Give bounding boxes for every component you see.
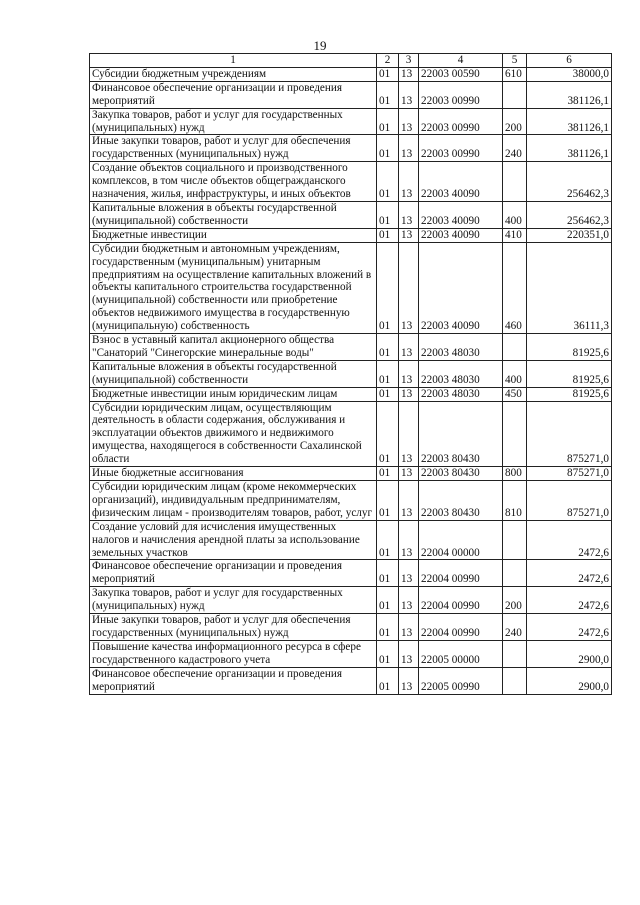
item-name-cell: Субсидии юридическим лицам (кроме некоммерческих организаций), индивидуальным предпринимателям, физическим лицам - производителям товаров, работ, услуг [90,481,377,521]
section-code-cell: 01 [377,614,399,641]
table-row [90,520,612,560]
column-header-1: 1 [90,54,377,68]
column-header-4: 4 [419,54,503,68]
section-code-cell: 01 [377,135,399,162]
subsection-code-cell: 13 [399,520,419,560]
table-row [90,108,612,135]
subsection-code-cell: 13 [399,242,419,333]
expense-type-cell [503,81,527,108]
item-name-cell: Субсидии юридическим лицам, осуществляющим деятельность в области содержания, обслуживания и эксплуатации объектов движимого и недвижимого имущества, находящегося в собственности Сахалинской области [90,401,377,467]
subsection-code-cell: 13 [399,560,419,587]
subsection-code-cell: 13 [399,228,419,242]
table-row [90,560,612,587]
target-article-cell: 22003 00990 [419,135,503,162]
expense-type-cell: 400 [503,360,527,387]
subsection-code-cell: 13 [399,467,419,481]
target-article-cell: 22003 40090 [419,201,503,228]
item-name-cell: Субсидии бюджетным учреждениям [90,67,377,81]
section-code-cell: 01 [377,242,399,333]
column-header-6: 6 [527,54,612,68]
item-name-cell: Иные бюджетные ассигнования [90,467,377,481]
table-row [90,587,612,614]
item-name-cell: Взнос в уставный капитал акционерного общества "Санаторий "Синегорские минеральные воды" [90,334,377,361]
target-article-cell: 22004 00990 [419,587,503,614]
section-code-cell: 01 [377,481,399,521]
table-row [90,401,612,467]
subsection-code-cell: 13 [399,81,419,108]
amount-cell: 36111,3 [527,242,612,333]
target-article-cell: 22004 00000 [419,520,503,560]
expense-type-cell: 450 [503,387,527,401]
subsection-code-cell: 13 [399,334,419,361]
amount-cell: 256462,3 [527,201,612,228]
section-code-cell: 01 [377,401,399,467]
section-code-cell: 01 [377,162,399,202]
amount-cell: 381126,1 [527,108,612,135]
subsection-code-cell: 13 [399,108,419,135]
table-row [90,81,612,108]
amount-cell: 81925,6 [527,360,612,387]
table-row [90,201,612,228]
table-header-row [90,54,612,68]
column-header-3: 3 [399,54,419,68]
item-name-cell: Финансовое обеспечение организации и проведения мероприятий [90,81,377,108]
target-article-cell: 22003 48030 [419,360,503,387]
column-header-5: 5 [503,54,527,68]
amount-cell: 256462,3 [527,162,612,202]
expense-type-cell [503,334,527,361]
target-article-cell: 22003 48030 [419,334,503,361]
item-name-cell: Создание объектов социального и производственного комплексов, в том числе объектов общегражданского назначения, жилья, инфраструктуры, и иных объектов [90,162,377,202]
section-code-cell: 01 [377,81,399,108]
table-row [90,387,612,401]
expense-type-cell: 610 [503,67,527,81]
target-article-cell: 22003 00990 [419,108,503,135]
item-name-cell: Субсидии бюджетным и автономным учреждениям, государственным (муниципальным) унитарным предприятиям на осуществление капитальных вложений в объекты капитального строительства государственной (муниципальной) собственности или приобретение объектов недвижимого имущества в государственную (муниципальную) собственность [90,242,377,333]
subsection-code-cell: 13 [399,640,419,667]
table-row [90,614,612,641]
amount-cell: 2472,6 [527,520,612,560]
table-row [90,481,612,521]
amount-cell: 2900,0 [527,640,612,667]
subsection-code-cell: 13 [399,201,419,228]
item-name-cell: Бюджетные инвестиции иным юридическим лицам [90,387,377,401]
expense-type-cell: 200 [503,108,527,135]
table-row [90,67,612,81]
section-code-cell: 01 [377,387,399,401]
expense-type-cell: 800 [503,467,527,481]
expense-type-cell [503,667,527,694]
target-article-cell: 22003 40090 [419,162,503,202]
subsection-code-cell: 13 [399,67,419,81]
expense-type-cell: 810 [503,481,527,521]
item-name-cell: Капитальные вложения в объекты государственной (муниципальной) собственности [90,360,377,387]
amount-cell: 875271,0 [527,401,612,467]
amount-cell: 381126,1 [527,81,612,108]
amount-cell: 2472,6 [527,587,612,614]
amount-cell: 2900,0 [527,667,612,694]
expense-type-cell: 460 [503,242,527,333]
section-code-cell: 01 [377,587,399,614]
subsection-code-cell: 13 [399,667,419,694]
subsection-code-cell: 13 [399,401,419,467]
amount-cell: 220351,0 [527,228,612,242]
section-code-cell: 01 [377,67,399,81]
item-name-cell: Повышение качества информационного ресурса в сфере государственного кадастрового учета [90,640,377,667]
subsection-code-cell: 13 [399,587,419,614]
amount-cell: 2472,6 [527,560,612,587]
target-article-cell: 22003 00990 [419,81,503,108]
target-article-cell: 22004 00990 [419,614,503,641]
section-code-cell: 01 [377,108,399,135]
item-name-cell: Финансовое обеспечение организации и проведения мероприятий [90,560,377,587]
amount-cell: 2472,6 [527,614,612,641]
table-row [90,228,612,242]
target-article-cell: 22005 00000 [419,640,503,667]
item-name-cell: Иные закупки товаров, работ и услуг для обеспечения государственных (муниципальных) нужд [90,135,377,162]
expense-type-cell [503,520,527,560]
budget-table [89,53,612,695]
subsection-code-cell: 13 [399,481,419,521]
section-code-cell: 01 [377,201,399,228]
target-article-cell: 22003 80430 [419,401,503,467]
section-code-cell: 01 [377,360,399,387]
table-row [90,467,612,481]
table-row [90,667,612,694]
amount-cell: 81925,6 [527,387,612,401]
section-code-cell: 01 [377,520,399,560]
column-header-2: 2 [377,54,399,68]
table-row [90,242,612,333]
subsection-code-cell: 13 [399,614,419,641]
subsection-code-cell: 13 [399,360,419,387]
table-row [90,334,612,361]
expense-type-cell: 240 [503,614,527,641]
item-name-cell: Бюджетные инвестиции [90,228,377,242]
expense-type-cell: 410 [503,228,527,242]
target-article-cell: 22003 00590 [419,67,503,81]
table-row [90,640,612,667]
amount-cell: 875271,0 [527,481,612,521]
expense-type-cell [503,640,527,667]
item-name-cell: Иные закупки товаров, работ и услуг для обеспечения государственных (муниципальных) нужд [90,614,377,641]
amount-cell: 381126,1 [527,135,612,162]
item-name-cell: Финансовое обеспечение организации и проведения мероприятий [90,667,377,694]
amount-cell: 875271,0 [527,467,612,481]
item-name-cell: Закупка товаров, работ и услуг для государственных (муниципальных) нужд [90,587,377,614]
page-number: 19 [313,38,327,53]
target-article-cell: 22003 40090 [419,228,503,242]
target-article-cell: 22004 00990 [419,560,503,587]
expense-type-cell: 400 [503,201,527,228]
target-article-cell: 22003 48030 [419,387,503,401]
expense-type-cell: 200 [503,587,527,614]
section-code-cell: 01 [377,560,399,587]
table-row [90,162,612,202]
expense-type-cell [503,401,527,467]
item-name-cell: Создание условий для исчисления имущественных налогов и начисления арендной платы за использование земельных участков [90,520,377,560]
section-code-cell: 01 [377,667,399,694]
amount-cell: 81925,6 [527,334,612,361]
subsection-code-cell: 13 [399,135,419,162]
target-article-cell: 22003 80430 [419,481,503,521]
subsection-code-cell: 13 [399,387,419,401]
expense-type-cell [503,162,527,202]
section-code-cell: 01 [377,228,399,242]
target-article-cell: 22003 80430 [419,467,503,481]
table-body [90,67,612,694]
section-code-cell: 01 [377,640,399,667]
item-name-cell: Капитальные вложения в объекты государственной (муниципальной) собственности [90,201,377,228]
table-row [90,360,612,387]
subsection-code-cell: 13 [399,162,419,202]
section-code-cell: 01 [377,467,399,481]
amount-cell: 38000,0 [527,67,612,81]
target-article-cell: 22005 00990 [419,667,503,694]
expense-type-cell: 240 [503,135,527,162]
item-name-cell: Закупка товаров, работ и услуг для государственных (муниципальных) нужд [90,108,377,135]
expense-type-cell [503,560,527,587]
table-row [90,135,612,162]
section-code-cell: 01 [377,334,399,361]
target-article-cell: 22003 40090 [419,242,503,333]
